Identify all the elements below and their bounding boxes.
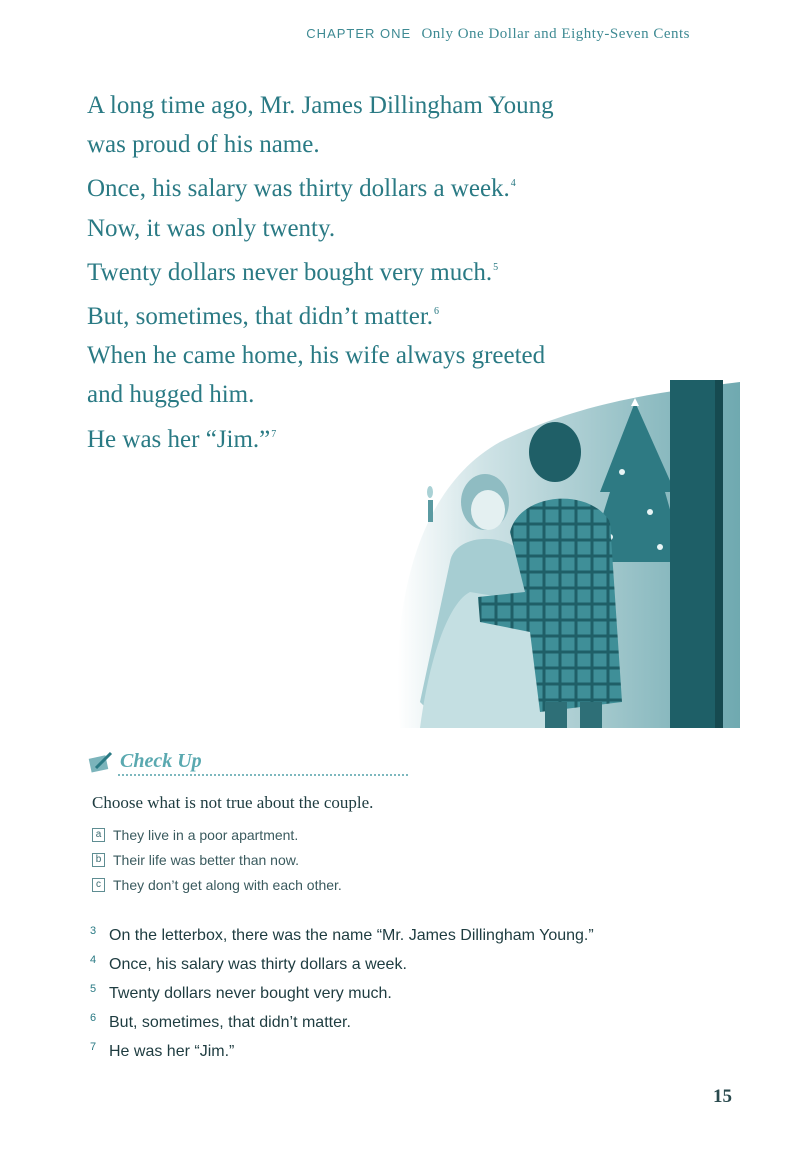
footnote-text: He was her “Jim.” <box>109 1042 235 1060</box>
answer-option-c[interactable] <box>92 872 342 897</box>
running-head <box>306 26 690 43</box>
answer-option-a[interactable] <box>92 822 342 847</box>
story-line: He was her “Jim.”$^7$ <box>87 425 277 453</box>
footnote-ref: 5 <box>493 261 499 273</box>
check-up-header <box>88 748 408 778</box>
option-letter: b <box>92 853 105 867</box>
option-letter: c <box>92 878 105 892</box>
answer-option-b[interactable] <box>92 847 342 872</box>
notepad-pencil-icon <box>88 750 114 774</box>
option-letter: a <box>92 828 105 842</box>
footnote <box>90 921 594 950</box>
footnote-text: On the letterbox, there was the name “Mr. James Dillingham Young.” <box>109 926 594 944</box>
footnote <box>90 1037 594 1066</box>
story-line: and hugged him. <box>87 381 255 409</box>
chapter-title: Only One Dollar and Eighty-Seven Cents <box>421 26 690 42</box>
story-line: But, sometimes, that didn’t matter.$^6$ <box>87 303 440 331</box>
footnote-number: 7 <box>90 1041 97 1053</box>
check-up-title: Check Up <box>120 750 202 772</box>
candle <box>427 486 433 522</box>
page-number: 15 <box>713 1086 732 1107</box>
story-line: A long time ago, Mr. James Dillingham Young <box>87 92 554 119</box>
footnote <box>90 979 594 1008</box>
footnote <box>90 1008 594 1037</box>
check-up-question: Choose what is not true about the couple. <box>92 793 374 812</box>
option-text: They don’t get along with each other. <box>113 876 342 893</box>
answer-options <box>92 822 342 897</box>
footnote-number: 3 <box>90 925 97 937</box>
story-line: When he came home, his wife always greeted <box>87 342 546 370</box>
footnote-ref: 4 <box>510 178 516 190</box>
footnote-number: 4 <box>90 954 97 966</box>
footnote-number: 6 <box>90 1012 97 1024</box>
footnote <box>90 950 594 979</box>
dotted-rule <box>118 774 408 776</box>
footnote-text: Twenty dollars never bought very much. <box>109 984 392 1002</box>
footnote-number: 5 <box>90 983 97 995</box>
door <box>670 380 722 728</box>
story-line: Twenty dollars never bought very much.$^5$ <box>87 258 499 286</box>
chapter-label: CHAPTER ONE <box>306 26 412 41</box>
footnote-text: But, sometimes, that didn’t matter. <box>109 1013 351 1031</box>
option-text: Their life was better than now. <box>113 851 299 868</box>
story-line: was proud of his name. <box>87 131 320 159</box>
footnotes <box>90 921 594 1066</box>
couple-christmas-illustration <box>360 372 740 728</box>
footnote-ref: 6 <box>434 306 440 318</box>
story-line: Once, his salary was thirty dollars a week.$^4$ <box>87 175 516 203</box>
footnote-text: Once, his salary was thirty dollars a week. <box>109 955 407 973</box>
footnote-ref: 7 <box>271 428 277 440</box>
story-line: Now, it was only twenty. <box>87 214 336 242</box>
option-text: They live in a poor apartment. <box>113 826 299 843</box>
